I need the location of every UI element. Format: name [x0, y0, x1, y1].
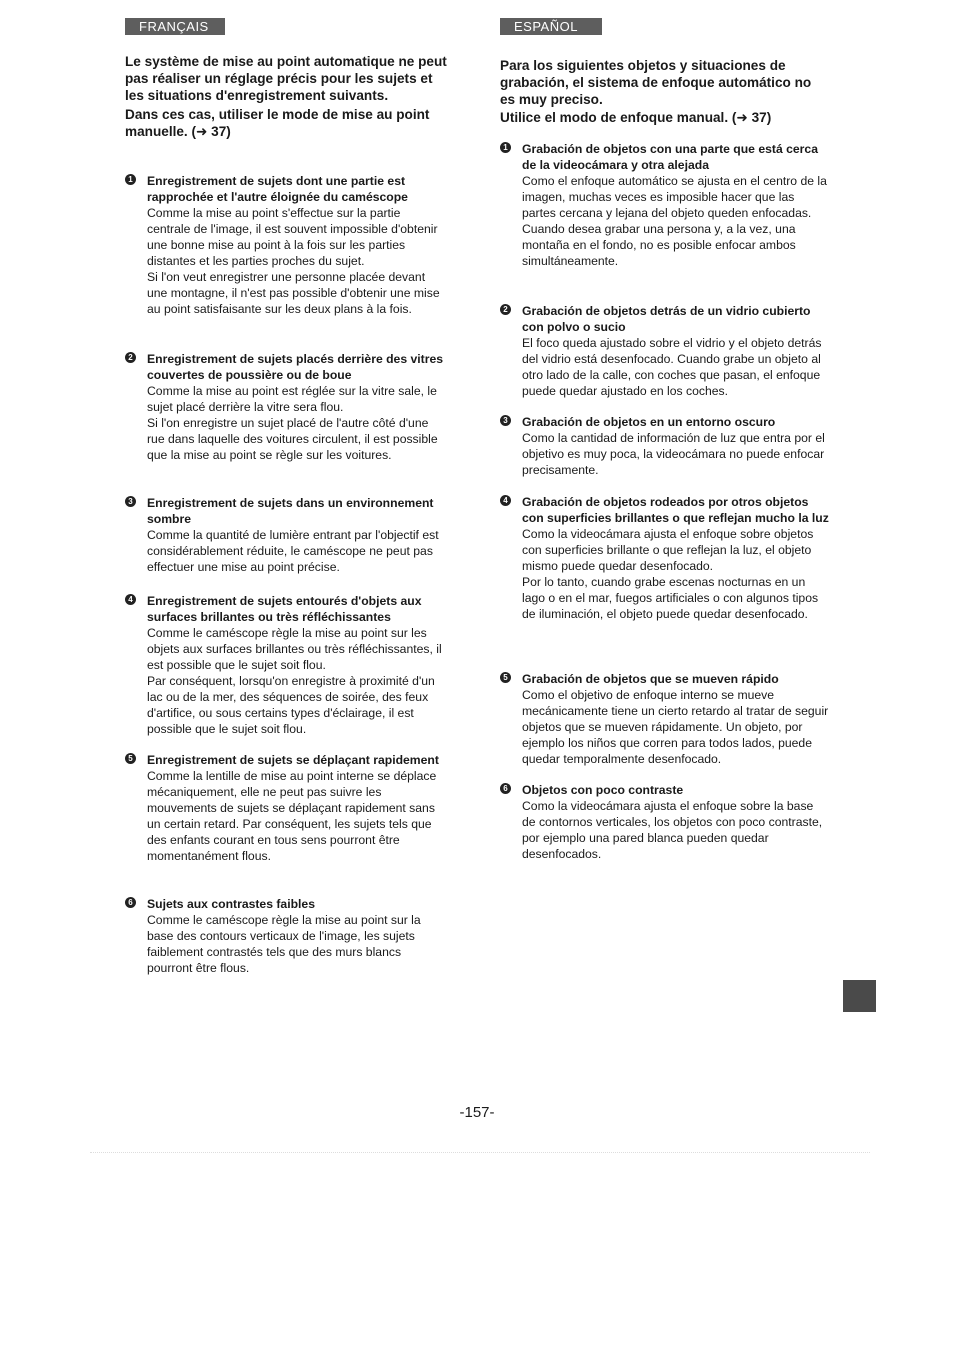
item-paragraph: Cuando desea grabar una persona y, a la vez, una montaña en el fondo, no es posible enfocar ambos simultáneamente.	[522, 222, 796, 268]
spanish-item-1	[500, 141, 830, 269]
spanish-intro-advice: Utilice el modo de enfoque manual. (➜ 37)	[500, 110, 772, 125]
item-number-badge: 6	[500, 783, 511, 794]
item-title: Grabación de objetos rodeados por otros objetos con superficies brillantes o que reflejan mucho la luz	[522, 495, 829, 525]
spanish-item-3	[500, 414, 830, 478]
item-number-badge: 4	[125, 594, 136, 605]
item-title: Enregistrement de sujets placés derrière des vitres couvertes de poussière ou de boue	[147, 352, 444, 382]
item-paragraph: Comme la mise au point est réglée sur la vitre sale, le sujet placé derrière la vitre sera flou.	[147, 384, 437, 414]
spanish-intro	[500, 57, 830, 126]
french-item-4	[125, 593, 447, 737]
item-number-badge: 2	[125, 352, 136, 363]
item-body	[147, 383, 447, 463]
item-paragraph: Comme le caméscope règle la mise au point sur les objets aux surfaces brillantes ou très réfléchissantes, il est possible que le sujet soit flou.	[147, 626, 442, 672]
item-paragraph: Comme la quantité de lumière entrant par l'objectif est considérablement réduite, le caméscope ne peut pas effectuer une mise au point précise.	[147, 528, 439, 574]
french-item-5	[125, 752, 447, 864]
french-intro-advice: Dans ces cas, utiliser le mode de mise au point manuelle. (➜ 37)	[125, 107, 430, 139]
item-paragraph: El foco queda ajustado sobre el vidrio y el objeto detrás del vidrio está desenfocado. Cuando grabe un objeto al otro lado de la calle, con coches que pasan, el enfoque puede quedar ajustado en los coches.	[522, 336, 822, 398]
item-body	[522, 798, 830, 862]
item-paragraph: Si l'on enregistre un sujet placé de l'autre côté d'une rue dans laquelle des voitures circulent, il est possible que la mise au point se règle sur les voitures.	[147, 416, 438, 462]
item-title: Sujets aux contrastes faibles	[147, 897, 315, 911]
item-title: Enregistrement de sujets entourés d'objets aux surfaces brillantes ou très réfléchissantes	[147, 594, 422, 624]
side-edge-tab	[843, 980, 876, 1012]
item-paragraph: Comme le caméscope règle la mise au point sur la base des contours verticaux de l'image, les sujets faiblement contrastés tels que des murs blancs pourront être flous.	[147, 913, 421, 975]
spanish-item-2	[500, 303, 830, 399]
spanish-item-4	[500, 494, 830, 622]
item-number-badge: 5	[125, 753, 136, 764]
item-paragraph: Comme la mise au point s'effectue sur la partie centrale de l'image, il est souvent impossible d'obtenir une bonne mise au point à la fois sur les parties distantes et les parties proches du sujet.	[147, 206, 438, 268]
item-body	[522, 687, 830, 767]
item-body	[522, 430, 830, 478]
item-paragraph: Por lo tanto, cuando grabe escenas nocturnas en un lago o en el mar, fuegos artificiales o con algunos tipos de iluminación, el objeto puede quedar desenfocado.	[522, 575, 819, 621]
item-body	[522, 526, 830, 622]
item-body	[522, 173, 830, 269]
item-paragraph: Como la cantidad de información de luz que entra por el objetivo es muy poca, la videocámara no puede enfocar precisamente.	[522, 431, 825, 477]
item-title: Enregistrement de sujets dans un environnement sombre	[147, 496, 434, 526]
item-number-badge: 6	[125, 897, 136, 908]
spanish-item-5	[500, 671, 830, 767]
item-body	[147, 768, 447, 864]
item-paragraph: Como la videocámara ajusta el enfoque sobre la base de contornos verticales, los objetos con poco contraste, por ejemplo una pared blanca pueden quedar desenfocados.	[522, 799, 823, 861]
french-item-2	[125, 351, 447, 463]
spanish-intro-statement: Para los siguientes objetos y situaciones de grabación, el sistema de enfoque automático no es muy preciso.	[500, 58, 812, 107]
spanish-item-6	[500, 782, 830, 862]
item-title: Grabación de objetos detrás de un vidrio cubierto con polvo o sucio	[522, 304, 811, 334]
item-body	[147, 527, 447, 575]
item-body	[147, 205, 447, 317]
spanish-language-tab: ESPAÑOL	[500, 18, 602, 35]
page-number: -157-	[459, 1104, 495, 1121]
item-number-badge: 2	[500, 304, 511, 315]
item-title: Grabación de objetos que se mueven rápido	[522, 672, 779, 686]
french-item-1	[125, 173, 447, 317]
item-paragraph: Como la videocámara ajusta el enfoque sobre objetos con superficies brillante o que reflejan la luz, el objeto mismo puede quedar desenfocado.	[522, 527, 814, 573]
item-title: Grabación de objetos en un entorno oscuro	[522, 415, 776, 429]
french-item-6	[125, 896, 447, 976]
french-language-tab: FRANÇAIS	[125, 18, 225, 35]
item-paragraph: Como el objetivo de enfoque interno se mueve mecánicamente tiene un cierto retardo al tratar de seguir objetos que se mueven rápidamente. Un objeto, por ejemplo los niños que corren para todos lados, puede quedar temporalmente desenfocado.	[522, 688, 829, 766]
french-item-3	[125, 495, 447, 575]
item-number-badge: 4	[500, 495, 511, 506]
item-body	[147, 912, 447, 976]
item-title: Grabación de objetos con una parte que está cerca de la videocámara y otra alejada	[522, 142, 818, 172]
item-number-badge: 3	[500, 415, 511, 426]
item-paragraph: Par conséquent, lorsqu'on enregistre à proximité d'un lac ou de la mer, des séquences de soirée, des feux d'artifice, ou sous certains types d'éclairage, il est possible que le sujet soit flou.	[147, 674, 435, 736]
french-intro-statement: Le système de mise au point automatique ne peut pas réaliser un réglage précis pour les sujets et les situations d'enregistrement suivants.	[125, 54, 447, 103]
item-title: Objetos con poco contraste	[522, 783, 684, 797]
item-number-badge: 5	[500, 672, 511, 683]
bottom-divider	[90, 1152, 870, 1153]
item-number-badge: 1	[125, 174, 136, 185]
item-title: Enregistrement de sujets se déplaçant rapidement	[147, 753, 439, 767]
item-title: Enregistrement de sujets dont une partie est rapprochée et l'autre éloignée du caméscope	[147, 174, 408, 204]
item-paragraph: Si l'on veut enregistrer une personne placée devant une montagne, il n'est pas possible d'obtenir une mise au point satisfaisante sur les deux plans à la fois.	[147, 270, 440, 316]
item-body	[522, 335, 830, 399]
item-paragraph: Comme la lentille de mise au point interne se déplace mécaniquement, elle ne peut pas suivre les mouvements de sujets se déplaçant rapidement sans un certain retard. Par conséquent, les sujets tels que des enfants courant en tous sens pourront être momentanément flous.	[147, 769, 437, 863]
item-number-badge: 1	[500, 142, 511, 153]
item-number-badge: 3	[125, 496, 136, 507]
item-body	[147, 625, 447, 737]
french-intro	[125, 53, 455, 140]
item-paragraph: Como el enfoque automático se ajusta en el centro de la imagen, muchas veces es imposible hacer que las partes cercana y lejana del objeto queden enfocadas.	[522, 174, 827, 220]
